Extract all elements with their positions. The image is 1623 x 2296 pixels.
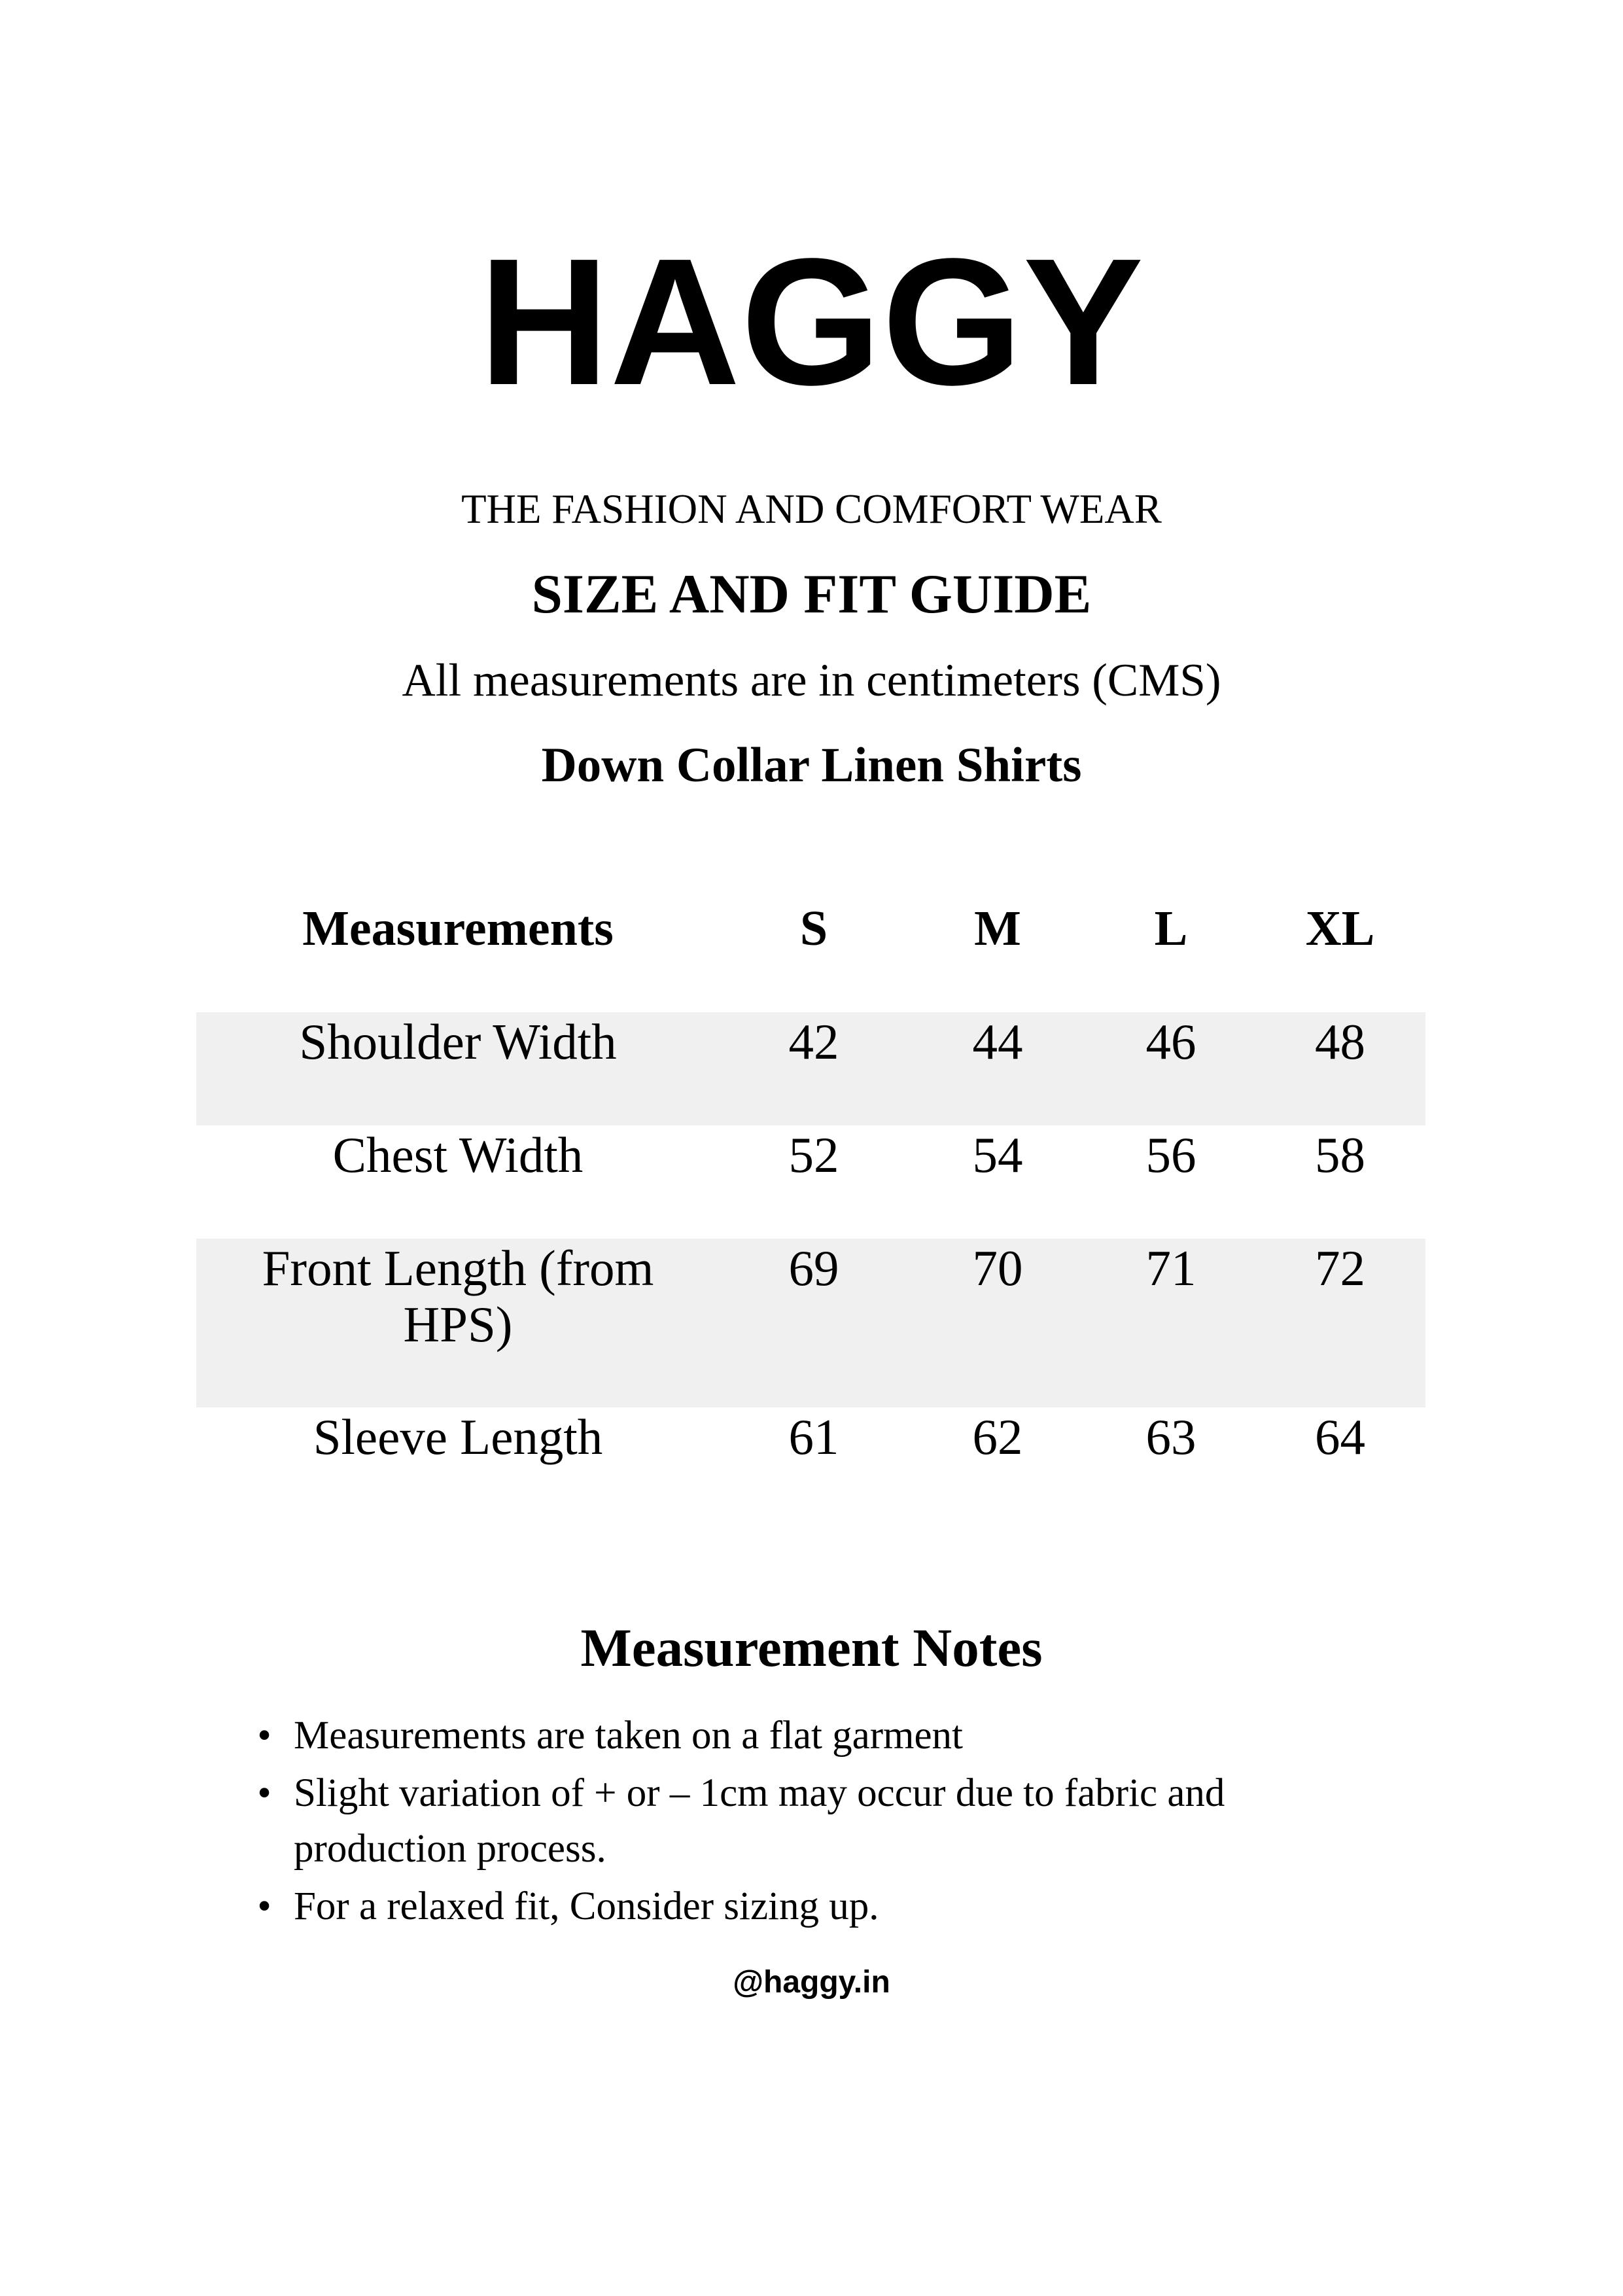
size-value-s: 61 bbox=[788, 1409, 839, 1465]
measurement-label bbox=[196, 1012, 720, 1125]
size-value-xl: 64 bbox=[1315, 1409, 1365, 1465]
measurement-label-text: Shoulder Width bbox=[299, 1014, 617, 1070]
size-value-l: 56 bbox=[1145, 1127, 1196, 1183]
column-header-measurements: Measurements bbox=[302, 901, 614, 956]
measurement-label-text: Front Length (from HPS) bbox=[262, 1240, 654, 1352]
table-row bbox=[196, 1012, 1425, 1125]
size-value-l: 46 bbox=[1087, 1012, 1255, 1125]
measurement-label-text: Sleeve Length bbox=[313, 1409, 603, 1465]
bullet-dot-icon: • bbox=[257, 1884, 271, 1928]
brand-logo: HAGGY bbox=[478, 221, 1145, 423]
table-row bbox=[196, 1125, 1425, 1239]
note-text: Slight variation of + or – 1cm may occur due to fabric and production process. bbox=[294, 1771, 1225, 1871]
units-note: All measurements are in centimeters (CMS) bbox=[402, 655, 1221, 706]
size-value-xl: 72 bbox=[1255, 1239, 1425, 1407]
size-value-xl: 48 bbox=[1255, 1012, 1425, 1125]
bullet-dot-icon: • bbox=[257, 1714, 271, 1757]
size-value-m: 70 bbox=[908, 1239, 1087, 1407]
size-value-s: 69 bbox=[720, 1239, 908, 1407]
size-value-m: 62 bbox=[972, 1409, 1023, 1465]
measurement-label bbox=[196, 1125, 720, 1239]
table-row bbox=[196, 1239, 1425, 1407]
table-row bbox=[196, 1407, 1425, 1521]
size-value-s: 52 bbox=[788, 1127, 839, 1183]
note-item bbox=[257, 1708, 1314, 1763]
note-text: Measurements are taken on a flat garment bbox=[294, 1714, 964, 1757]
note-item bbox=[257, 1765, 1314, 1877]
product-name: Down Collar Linen Shirts bbox=[541, 738, 1082, 792]
column-header-xl: XL bbox=[1305, 901, 1375, 956]
size-value-m: 54 bbox=[972, 1127, 1023, 1183]
size-chart-table bbox=[196, 890, 1425, 1521]
note-item bbox=[257, 1879, 1314, 1934]
size-value-xl: 58 bbox=[1315, 1127, 1365, 1183]
size-value-s: 42 bbox=[720, 1012, 908, 1125]
size-value-l: 63 bbox=[1145, 1409, 1196, 1465]
column-header-s: S bbox=[799, 901, 828, 956]
size-value-l: 71 bbox=[1087, 1239, 1255, 1407]
bullet-dot-icon: • bbox=[257, 1771, 271, 1815]
notes-heading: Measurement Notes bbox=[580, 1617, 1043, 1678]
column-header-m: M bbox=[974, 901, 1021, 956]
note-text: For a relaxed fit, Consider sizing up. bbox=[294, 1884, 879, 1928]
measurement-label bbox=[196, 1239, 720, 1407]
size-value-m: 44 bbox=[908, 1012, 1087, 1125]
measurement-label-text: Chest Width bbox=[332, 1127, 584, 1183]
page-title: SIZE AND FIT GUIDE bbox=[531, 563, 1092, 625]
notes-list bbox=[257, 1708, 1314, 1936]
table-header-row bbox=[196, 890, 1425, 1012]
measurement-label bbox=[196, 1407, 720, 1521]
column-header-l: L bbox=[1154, 901, 1188, 956]
social-handle: @haggy.in bbox=[733, 1965, 890, 2000]
brand-tagline: THE FASHION AND COMFORT WEAR bbox=[461, 486, 1162, 532]
